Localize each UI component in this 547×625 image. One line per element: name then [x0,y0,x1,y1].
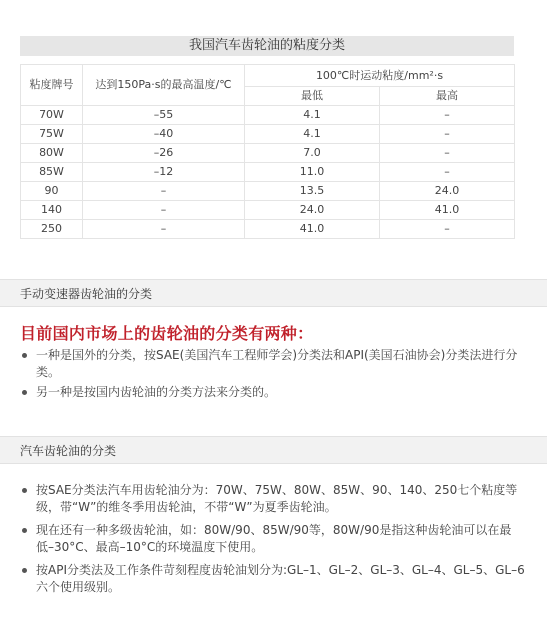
cell-temp: –40 [83,125,245,144]
cell-temp: –55 [83,106,245,125]
bullet-list-auto-gear-oil [20,482,525,599]
cell-min: 4.1 [245,106,380,125]
list-item [20,384,525,401]
list-item-text: 一种是国外的分类，按SAE(美国汽车工程师学会)分类法和API(美国石油协会)分类法进行分类。 [36,348,518,379]
list-item-text: 按API分类法及工作条件苛刻程度齿轮油划分为:GL–1、GL–2、GL–3、GL–4、GL–5、GL–6六个使用级别。 [36,563,525,594]
bullet-dot-icon [22,488,27,493]
list-item [20,522,525,556]
section-bar-auto-gear-oil [0,436,547,464]
list-item [20,482,525,516]
list-item [20,347,525,381]
header-viscosity: 100℃时运动粘度/mm²·s [245,65,515,87]
header-temp: 达到150Pa·s的最高温度/℃ [83,65,245,106]
section-title: 汽车齿轮油的分类 [20,444,117,458]
cell-min: 7.0 [245,144,380,163]
viscosity-table [20,64,515,239]
table-row [21,125,515,144]
cell-grade: 80W [21,144,83,163]
cell-max: – [380,163,515,182]
section-bar-manual-gear-oil [0,279,547,307]
list-item-text: 按SAE分类法汽车用齿轮油分为：70W、75W、80W、85W、90、140、250七个粘度等级，带“W”的维冬季用齿轮油，不带“W”为夏季齿轮油。 [36,483,518,514]
table-row [21,106,515,125]
cell-min: 4.1 [245,125,380,144]
cell-max: – [380,220,515,239]
cell-grade: 90 [21,182,83,201]
cell-temp: – [83,182,245,201]
cell-grade: 70W [21,106,83,125]
cell-max: – [380,125,515,144]
bullet-dot-icon [22,568,27,573]
list-item-text: 现在还有一种多级齿轮油，如：80W/90、85W/90等，80W/90是指这种齿轮油可以在最低–30°C、最高–10°C的环境温度下使用。 [36,523,512,554]
header-min: 最低 [245,87,380,106]
cell-max: 24.0 [380,182,515,201]
cell-min: 11.0 [245,163,380,182]
bullet-dot-icon [22,390,27,395]
table-row [21,182,515,201]
cell-temp: – [83,201,245,220]
table-title: 我国汽车齿轮油的粘度分类 [20,36,514,56]
cell-min: 41.0 [245,220,380,239]
cell-max: 41.0 [380,201,515,220]
bullet-dot-icon [22,353,27,358]
section-title: 手动变速器齿轮油的分类 [20,287,153,301]
table-row [21,201,515,220]
cell-temp: –12 [83,163,245,182]
header-grade: 粘度牌号 [21,65,83,106]
cell-temp: –26 [83,144,245,163]
header-max: 最高 [380,87,515,106]
cell-min: 13.5 [245,182,380,201]
table-row [21,220,515,239]
cell-grade: 75W [21,125,83,144]
cell-max: – [380,144,515,163]
cell-min: 24.0 [245,201,380,220]
cell-grade: 250 [21,220,83,239]
cell-max: – [380,106,515,125]
cell-temp: – [83,220,245,239]
bullet-list-classification [20,347,525,404]
table-row [21,144,515,163]
list-item [20,562,525,596]
bullet-dot-icon [22,528,27,533]
viscosity-table-section [20,36,514,239]
cell-grade: 140 [21,201,83,220]
red-heading: 目前国内市场上的齿轮油的分类有两种： [20,324,314,343]
table-row [21,163,515,182]
list-item-text: 另一种是按国内齿轮油的分类方法来分类的。 [36,385,277,399]
cell-grade: 85W [21,163,83,182]
